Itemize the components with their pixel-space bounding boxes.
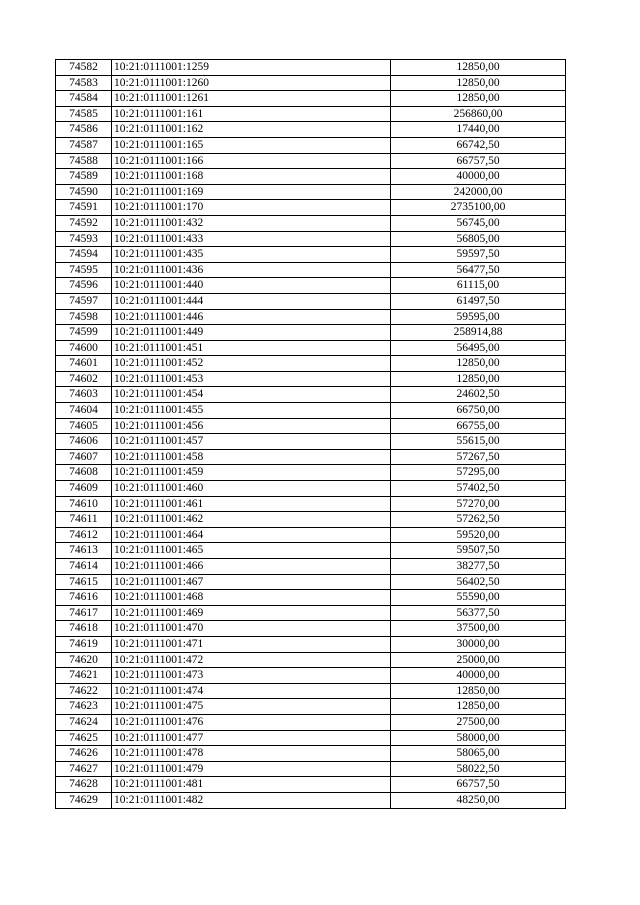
value-cell: 40000,00	[391, 668, 566, 684]
cadastral-number-cell: 10:21:0111001:440	[112, 278, 391, 294]
table-row	[56, 730, 566, 746]
value-cell: 12850,00	[391, 60, 566, 76]
value-cell: 256860,00	[391, 106, 566, 122]
value-cell: 258914,88	[391, 325, 566, 341]
table-row	[56, 449, 566, 465]
table-row	[56, 309, 566, 325]
value-cell: 27500,00	[391, 714, 566, 730]
table-row	[56, 200, 566, 216]
row-number-cell: 74598	[56, 309, 112, 325]
row-number-cell: 74629	[56, 792, 112, 808]
cadastral-number-cell: 10:21:0111001:457	[112, 434, 391, 450]
table-row	[56, 636, 566, 652]
value-cell: 66755,00	[391, 418, 566, 434]
value-cell: 25000,00	[391, 652, 566, 668]
table-row	[56, 699, 566, 715]
cadastral-number-cell: 10:21:0111001:482	[112, 792, 391, 808]
table-row	[56, 371, 566, 387]
row-number-cell: 74609	[56, 481, 112, 497]
table-row	[56, 403, 566, 419]
row-number-cell: 74593	[56, 231, 112, 247]
value-cell: 66750,00	[391, 403, 566, 419]
value-cell: 56402,50	[391, 574, 566, 590]
value-cell: 12850,00	[391, 699, 566, 715]
cadastral-number-cell: 10:21:0111001:168	[112, 169, 391, 185]
cadastral-number-cell: 10:21:0111001:446	[112, 309, 391, 325]
row-number-cell: 74607	[56, 449, 112, 465]
cadastral-number-cell: 10:21:0111001:471	[112, 636, 391, 652]
cadastral-number-cell: 10:21:0111001:462	[112, 512, 391, 528]
table-row	[56, 434, 566, 450]
value-cell: 12850,00	[391, 371, 566, 387]
row-number-cell: 74624	[56, 714, 112, 730]
row-number-cell: 74625	[56, 730, 112, 746]
row-number-cell: 74626	[56, 746, 112, 762]
registry-table-body	[56, 60, 566, 809]
value-cell: 66757,50	[391, 153, 566, 169]
table-row	[56, 106, 566, 122]
value-cell: 66757,50	[391, 777, 566, 793]
cadastral-number-cell: 10:21:0111001:456	[112, 418, 391, 434]
table-row	[56, 418, 566, 434]
registry-table	[55, 59, 566, 809]
row-number-cell: 74619	[56, 636, 112, 652]
cadastral-number-cell: 10:21:0111001:452	[112, 356, 391, 372]
value-cell: 17440,00	[391, 122, 566, 138]
table-row	[56, 153, 566, 169]
value-cell: 57267,50	[391, 449, 566, 465]
cadastral-number-cell: 10:21:0111001:1261	[112, 91, 391, 107]
row-number-cell: 74586	[56, 122, 112, 138]
cadastral-number-cell: 10:21:0111001:479	[112, 761, 391, 777]
table-row	[56, 668, 566, 684]
row-number-cell: 74582	[56, 60, 112, 76]
value-cell: 59595,00	[391, 309, 566, 325]
cadastral-number-cell: 10:21:0111001:458	[112, 449, 391, 465]
table-row	[56, 122, 566, 138]
row-number-cell: 74599	[56, 325, 112, 341]
row-number-cell: 74623	[56, 699, 112, 715]
value-cell: 58022,50	[391, 761, 566, 777]
table-row	[56, 761, 566, 777]
cadastral-number-cell: 10:21:0111001:1259	[112, 60, 391, 76]
table-row	[56, 496, 566, 512]
cadastral-number-cell: 10:21:0111001:467	[112, 574, 391, 590]
table-row	[56, 75, 566, 91]
table-row	[56, 293, 566, 309]
value-cell: 57262,50	[391, 512, 566, 528]
value-cell: 66742,50	[391, 137, 566, 153]
value-cell: 59520,00	[391, 527, 566, 543]
value-cell: 37500,00	[391, 621, 566, 637]
cadastral-number-cell: 10:21:0111001:449	[112, 325, 391, 341]
row-number-cell: 74628	[56, 777, 112, 793]
cadastral-number-cell: 10:21:0111001:470	[112, 621, 391, 637]
table-row	[56, 247, 566, 263]
cadastral-number-cell: 10:21:0111001:481	[112, 777, 391, 793]
row-number-cell: 74591	[56, 200, 112, 216]
table-row	[56, 340, 566, 356]
cadastral-number-cell: 10:21:0111001:436	[112, 262, 391, 278]
row-number-cell: 74617	[56, 605, 112, 621]
value-cell: 12850,00	[391, 91, 566, 107]
table-row	[56, 231, 566, 247]
value-cell: 12850,00	[391, 356, 566, 372]
value-cell: 55590,00	[391, 590, 566, 606]
row-number-cell: 74603	[56, 387, 112, 403]
cadastral-number-cell: 10:21:0111001:162	[112, 122, 391, 138]
row-number-cell: 74587	[56, 137, 112, 153]
row-number-cell: 74605	[56, 418, 112, 434]
value-cell: 59597,50	[391, 247, 566, 263]
table-row	[56, 325, 566, 341]
row-number-cell: 74583	[56, 75, 112, 91]
cadastral-number-cell: 10:21:0111001:433	[112, 231, 391, 247]
value-cell: 48250,00	[391, 792, 566, 808]
table-row	[56, 559, 566, 575]
value-cell: 2735100,00	[391, 200, 566, 216]
value-cell: 12850,00	[391, 75, 566, 91]
cadastral-number-cell: 10:21:0111001:459	[112, 465, 391, 481]
table-row	[56, 387, 566, 403]
table-row	[56, 590, 566, 606]
row-number-cell: 74602	[56, 371, 112, 387]
row-number-cell: 74612	[56, 527, 112, 543]
cadastral-number-cell: 10:21:0111001:432	[112, 215, 391, 231]
cadastral-number-cell: 10:21:0111001:468	[112, 590, 391, 606]
value-cell: 56805,00	[391, 231, 566, 247]
row-number-cell: 74588	[56, 153, 112, 169]
value-cell: 56495,00	[391, 340, 566, 356]
cadastral-number-cell: 10:21:0111001:477	[112, 730, 391, 746]
table-row	[56, 465, 566, 481]
row-number-cell: 74616	[56, 590, 112, 606]
table-row	[56, 746, 566, 762]
value-cell: 61115,00	[391, 278, 566, 294]
row-number-cell: 74606	[56, 434, 112, 450]
row-number-cell: 74621	[56, 668, 112, 684]
row-number-cell: 74622	[56, 683, 112, 699]
table-row	[56, 184, 566, 200]
value-cell: 56745,00	[391, 215, 566, 231]
row-number-cell: 74584	[56, 91, 112, 107]
table-row	[56, 481, 566, 497]
cadastral-number-cell: 10:21:0111001:461	[112, 496, 391, 512]
cadastral-number-cell: 10:21:0111001:170	[112, 200, 391, 216]
cadastral-number-cell: 10:21:0111001:435	[112, 247, 391, 263]
table-row	[56, 60, 566, 76]
table-row	[56, 527, 566, 543]
cadastral-number-cell: 10:21:0111001:466	[112, 559, 391, 575]
row-number-cell: 74610	[56, 496, 112, 512]
value-cell: 59507,50	[391, 543, 566, 559]
value-cell: 30000,00	[391, 636, 566, 652]
value-cell: 40000,00	[391, 169, 566, 185]
cadastral-number-cell: 10:21:0111001:465	[112, 543, 391, 559]
row-number-cell: 74590	[56, 184, 112, 200]
row-number-cell: 74620	[56, 652, 112, 668]
value-cell: 12850,00	[391, 683, 566, 699]
cadastral-number-cell: 10:21:0111001:473	[112, 668, 391, 684]
value-cell: 56477,50	[391, 262, 566, 278]
value-cell: 56377,50	[391, 605, 566, 621]
row-number-cell: 74615	[56, 574, 112, 590]
value-cell: 38277,50	[391, 559, 566, 575]
table-row	[56, 543, 566, 559]
cadastral-number-cell: 10:21:0111001:451	[112, 340, 391, 356]
row-number-cell: 74592	[56, 215, 112, 231]
value-cell: 57402,50	[391, 481, 566, 497]
cadastral-number-cell: 10:21:0111001:474	[112, 683, 391, 699]
row-number-cell: 74594	[56, 247, 112, 263]
row-number-cell: 74585	[56, 106, 112, 122]
value-cell: 242000,00	[391, 184, 566, 200]
table-row	[56, 278, 566, 294]
value-cell: 55615,00	[391, 434, 566, 450]
value-cell: 61497,50	[391, 293, 566, 309]
cadastral-number-cell: 10:21:0111001:472	[112, 652, 391, 668]
cadastral-number-cell: 10:21:0111001:165	[112, 137, 391, 153]
cadastral-number-cell: 10:21:0111001:460	[112, 481, 391, 497]
table-row	[56, 262, 566, 278]
row-number-cell: 74614	[56, 559, 112, 575]
cadastral-number-cell: 10:21:0111001:453	[112, 371, 391, 387]
row-number-cell: 74601	[56, 356, 112, 372]
table-row	[56, 137, 566, 153]
row-number-cell: 74597	[56, 293, 112, 309]
table-row	[56, 91, 566, 107]
row-number-cell: 74613	[56, 543, 112, 559]
cadastral-number-cell: 10:21:0111001:454	[112, 387, 391, 403]
row-number-cell: 74604	[56, 403, 112, 419]
value-cell: 58065,00	[391, 746, 566, 762]
cadastral-number-cell: 10:21:0111001:455	[112, 403, 391, 419]
table-row	[56, 777, 566, 793]
cadastral-number-cell: 10:21:0111001:161	[112, 106, 391, 122]
value-cell: 57270,00	[391, 496, 566, 512]
table-row	[56, 792, 566, 808]
table-row	[56, 512, 566, 528]
cadastral-number-cell: 10:21:0111001:475	[112, 699, 391, 715]
table-row	[56, 683, 566, 699]
cadastral-number-cell: 10:21:0111001:469	[112, 605, 391, 621]
cadastral-number-cell: 10:21:0111001:444	[112, 293, 391, 309]
cadastral-number-cell: 10:21:0111001:1260	[112, 75, 391, 91]
cadastral-number-cell: 10:21:0111001:169	[112, 184, 391, 200]
row-number-cell: 74611	[56, 512, 112, 528]
cadastral-number-cell: 10:21:0111001:478	[112, 746, 391, 762]
row-number-cell: 74600	[56, 340, 112, 356]
table-row	[56, 215, 566, 231]
table-row	[56, 714, 566, 730]
table-row	[56, 169, 566, 185]
row-number-cell: 74589	[56, 169, 112, 185]
value-cell: 57295,00	[391, 465, 566, 481]
row-number-cell: 74627	[56, 761, 112, 777]
table-row	[56, 574, 566, 590]
value-cell: 24602,50	[391, 387, 566, 403]
row-number-cell: 74595	[56, 262, 112, 278]
value-cell: 58000,00	[391, 730, 566, 746]
cadastral-number-cell: 10:21:0111001:464	[112, 527, 391, 543]
cadastral-number-cell: 10:21:0111001:476	[112, 714, 391, 730]
table-row	[56, 356, 566, 372]
cadastral-number-cell: 10:21:0111001:166	[112, 153, 391, 169]
table-row	[56, 605, 566, 621]
row-number-cell: 74618	[56, 621, 112, 637]
row-number-cell: 74608	[56, 465, 112, 481]
table-row	[56, 652, 566, 668]
row-number-cell: 74596	[56, 278, 112, 294]
table-row	[56, 621, 566, 637]
